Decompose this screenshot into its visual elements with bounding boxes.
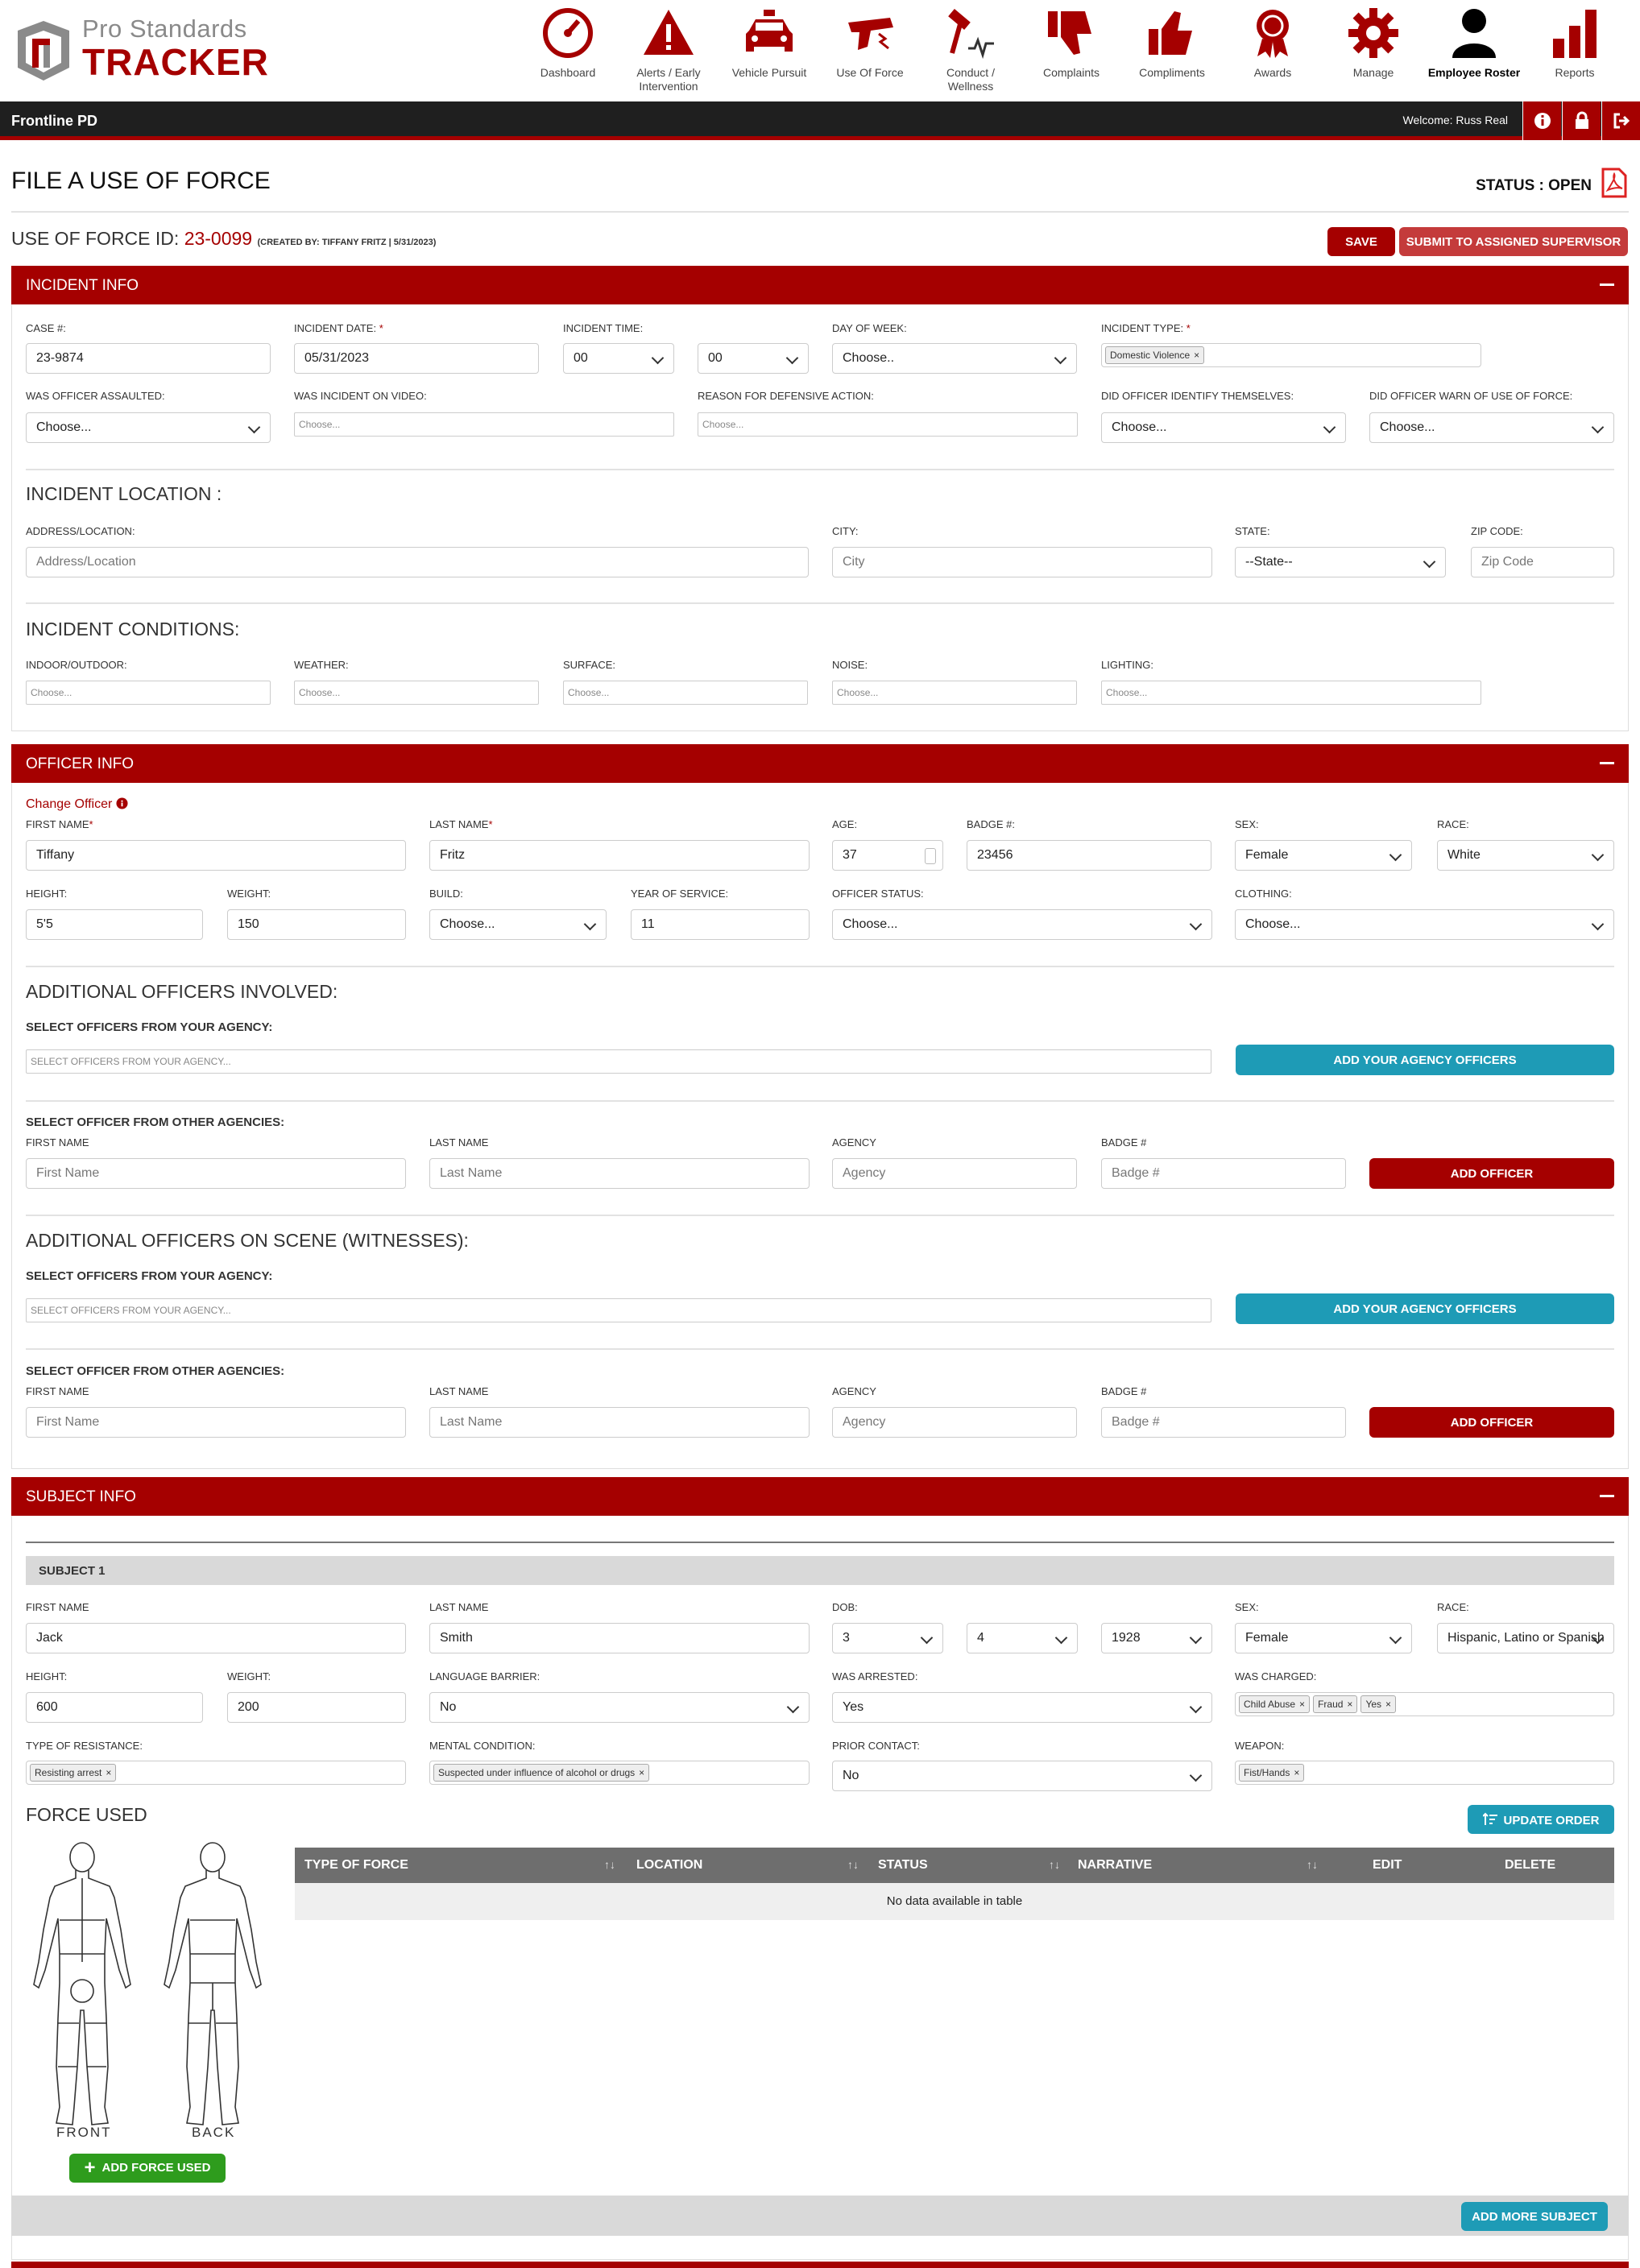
logo-mark-icon	[11, 19, 74, 82]
officer-age-label: AGE:	[832, 818, 858, 830]
year-of-service-label: YEAR OF SERVICE:	[631, 888, 729, 900]
table-header	[295, 1848, 1614, 1883]
weather-label: WEATHER:	[294, 659, 349, 671]
subject-last-name-input[interactable]: Smith	[429, 1623, 810, 1653]
nav-label: Dashboard	[540, 66, 596, 79]
nav-reports[interactable]	[1526, 6, 1623, 95]
other-last-name-label: LAST NAME	[429, 1136, 489, 1148]
brand-line1: Pro Standards	[82, 14, 247, 43]
officer-last-name-input[interactable]: Fritz	[429, 840, 810, 871]
officer-build-label: BUILD:	[429, 888, 463, 900]
subject-weight-input[interactable]: 200	[227, 1692, 406, 1723]
incident-minute-select[interactable]: 00	[698, 343, 809, 374]
sort-icon[interactable]: ↑↓	[1307, 1858, 1318, 1871]
section-title: OFFICER INFO	[26, 755, 135, 772]
subject-sex-label: SEX:	[1235, 1601, 1259, 1613]
nav-compliments[interactable]	[1124, 6, 1220, 95]
clothing-label: CLOTHING:	[1235, 888, 1292, 900]
witness-last-name-label: LAST NAME	[429, 1385, 489, 1397]
state-label: STATE:	[1235, 525, 1270, 537]
nav-manage[interactable]	[1325, 6, 1422, 95]
remove-tag-icon[interactable]: ×	[106, 1767, 112, 1778]
subject-height-label: HEIGHT:	[26, 1670, 68, 1682]
dob-month-select[interactable]: 3	[832, 1623, 943, 1653]
nav-label: Compliments	[1139, 66, 1205, 79]
incident-type-label-text: INCIDENT TYPE:	[1101, 322, 1184, 334]
table-empty-message: No data available in table	[295, 1883, 1614, 1920]
clothing-select[interactable]: Choose...	[1235, 909, 1614, 940]
id-value: 23-0099	[184, 228, 253, 249]
col-edit: EDIT	[1373, 1858, 1402, 1872]
witness-badge-label: BADGE #	[1101, 1385, 1147, 1397]
subject-height-input[interactable]: 600	[26, 1692, 203, 1723]
gavel-icon	[944, 6, 997, 60]
other-agency-input[interactable]: Agency	[832, 1158, 1077, 1189]
dob-label: DOB:	[832, 1601, 858, 1613]
zip-label: ZIP CODE:	[1471, 525, 1523, 537]
top-navigation	[0, 0, 1640, 101]
nav-label: Reports	[1555, 66, 1595, 79]
case-number-input[interactable]: 23-9874	[26, 343, 271, 374]
age-value: 37	[843, 848, 857, 862]
front-label: FRONT	[56, 2125, 112, 2140]
tag-label: Child Abuse	[1244, 1699, 1296, 1710]
officer-sex-label: SEX:	[1235, 818, 1259, 830]
charge-tag[interactable]	[1239, 1695, 1310, 1713]
case-label: CASE #:	[26, 322, 66, 334]
nav-label: Use Of Force	[836, 66, 904, 79]
award-ribbon-icon	[1246, 6, 1299, 60]
officer-weight-label: WEIGHT:	[227, 888, 271, 900]
day-of-week-label: DAY OF WEEK:	[832, 322, 907, 334]
defensive-reason-select[interactable]: Choose...	[698, 412, 1078, 437]
incident-conditions-title: INCIDENT CONDITIONS:	[26, 619, 240, 639]
resistance-type-label: TYPE OF RESISTANCE:	[26, 1740, 143, 1752]
remove-tag-icon[interactable]: ×	[1347, 1699, 1353, 1710]
info-icon	[1533, 111, 1552, 130]
remove-tag-icon[interactable]: ×	[639, 1767, 645, 1778]
remove-tag-icon[interactable]: ×	[1294, 1767, 1300, 1778]
add-officer-button[interactable]: ADD OFFICER	[1369, 1158, 1614, 1189]
person-icon	[1447, 6, 1501, 60]
force-used-title: FORCE USED	[26, 1804, 147, 1825]
save-button[interactable]: SAVE	[1327, 227, 1395, 256]
page-title: FILE A USE OF FORCE	[11, 168, 271, 194]
nav-employee-roster[interactable]	[1426, 6, 1522, 95]
thumbs-down-icon	[1045, 6, 1098, 60]
next-section-header	[11, 2262, 1629, 2268]
nav-vehicle-pursuit[interactable]	[721, 6, 818, 95]
officer-first-name-input[interactable]: Tiffany	[26, 840, 406, 871]
was-charged-multiselect[interactable]	[1235, 1692, 1614, 1716]
dob-day-select[interactable]: 4	[967, 1623, 1078, 1653]
nav-alerts[interactable]	[620, 6, 717, 95]
indoor-outdoor-label: INDOOR/OUTDOOR:	[26, 659, 127, 671]
section-title: SUBJECT INFO	[26, 1488, 136, 1505]
city-input[interactable]: City	[832, 547, 1212, 577]
subject-band	[26, 1556, 1614, 1585]
divider	[11, 211, 1629, 213]
lock-button[interactable]	[1562, 101, 1601, 140]
divider	[26, 1542, 1614, 1543]
witness-last-name-input[interactable]: Last Name	[429, 1407, 810, 1438]
was-charged-label: WAS CHARGED:	[1235, 1670, 1317, 1682]
noise-label: NOISE:	[832, 659, 868, 671]
subject-first-name-input[interactable]: Jack	[26, 1623, 406, 1653]
col-type-of-force[interactable]: TYPE OF FORCE	[304, 1858, 408, 1872]
account-bar	[0, 101, 1640, 140]
officer-sex-select[interactable]: Female	[1235, 840, 1412, 871]
city-label: CITY:	[832, 525, 859, 537]
witness-first-name-label: FIRST NAME	[26, 1385, 89, 1397]
warning-icon	[642, 6, 695, 60]
tag-label: Domestic Violence	[1110, 350, 1191, 361]
was-arrested-label: WAS ARRESTED:	[832, 1670, 918, 1682]
noise-select[interactable]: Choose...	[832, 681, 1077, 705]
brand-line2: TRACKER	[82, 41, 269, 83]
zip-input[interactable]: Zip Code	[1471, 547, 1614, 577]
incident-video-select[interactable]: Choose...	[294, 412, 674, 437]
prior-contact-select[interactable]: No	[832, 1761, 1212, 1791]
change-officer-text: Change Officer	[26, 797, 113, 811]
collapse-icon[interactable]	[1600, 284, 1614, 286]
remove-tag-icon[interactable]: ×	[1299, 1699, 1306, 1710]
tag-label: Resisting arrest	[35, 1767, 102, 1778]
brand-logo[interactable]	[11, 14, 269, 87]
identify-select[interactable]: Choose...	[1101, 412, 1346, 443]
tag-label: Fraud	[1318, 1699, 1344, 1710]
charge-tag[interactable]	[1360, 1695, 1396, 1713]
nav-use-of-force[interactable]	[822, 6, 918, 95]
officer-status-label: OFFICER STATUS:	[832, 888, 924, 900]
agency-name: Frontline PD	[11, 113, 97, 129]
remove-tag-icon[interactable]: ×	[1385, 1699, 1392, 1710]
indoor-outdoor-select[interactable]: Choose...	[26, 681, 271, 705]
witness-badge-input[interactable]: Badge #	[1101, 1407, 1346, 1438]
officer-last-name-label	[429, 818, 493, 830]
officer-badge-input[interactable]: 23456	[967, 840, 1211, 871]
select-agency-label: SELECT OFFICERS FROM YOUR AGENCY:	[26, 1020, 273, 1034]
other-first-name-label: FIRST NAME	[26, 1136, 89, 1148]
update-order-button[interactable]	[1468, 1805, 1614, 1834]
incident-info-header[interactable]	[11, 266, 1629, 304]
identify-label: DID OFFICER IDENTIFY THEMSELVES:	[1101, 390, 1294, 402]
front-body-outline-icon	[34, 1843, 130, 2125]
divider	[26, 966, 1614, 967]
nav-label: Manage	[1352, 66, 1394, 79]
welcome-text: Welcome: Russ Real	[1402, 114, 1508, 126]
nav-dashboard[interactable]	[520, 6, 616, 95]
lock-icon	[1572, 111, 1592, 130]
officer-race-label: RACE:	[1437, 818, 1469, 830]
officer-assaulted-select[interactable]: Choose...	[26, 412, 271, 443]
submit-supervisor-button[interactable]: SUBMIT TO ASSIGNED SUPERVISOR	[1399, 227, 1628, 256]
language-barrier-label: LANGUAGE BARRIER:	[429, 1670, 540, 1682]
nav-label: Vehicle Pursuit	[731, 66, 807, 79]
state-select[interactable]: --State--	[1235, 547, 1446, 577]
label-text: FIRST NAME	[26, 818, 89, 830]
subject-first-name-label: FIRST NAME	[26, 1601, 89, 1613]
tag-label: Yes	[1365, 1699, 1382, 1710]
subject-last-name-label: LAST NAME	[429, 1601, 489, 1613]
address-label: ADDRESS/LOCATION:	[26, 525, 135, 537]
add-witness-officer-button[interactable]: ADD OFFICER	[1369, 1407, 1614, 1438]
resistance-multiselect[interactable]	[26, 1761, 406, 1785]
incident-video-label: WAS INCIDENT ON VIDEO:	[294, 390, 427, 402]
divider	[26, 1100, 1614, 1102]
required-mark: *	[379, 322, 383, 334]
thumbs-up-icon	[1145, 6, 1199, 60]
created-by: (CREATED BY: TIFFANY FRITZ | 5/31/2023)	[257, 238, 437, 247]
add-force-label: ADD FORCE USED	[101, 2161, 211, 2175]
remove-tag-icon[interactable]: ×	[1194, 350, 1200, 361]
incident-date-label-text: INCIDENT DATE:	[294, 322, 377, 334]
subject-weight-label: WEIGHT:	[227, 1670, 271, 1682]
other-badge-input[interactable]: Badge #	[1101, 1158, 1346, 1189]
officer-badge-label: BADGE #:	[967, 818, 1015, 830]
incident-date-input[interactable]: 05/31/2023	[294, 343, 539, 374]
officer-height-label: HEIGHT:	[26, 888, 68, 900]
incident-date-label	[294, 322, 383, 334]
col-narrative[interactable]: NARRATIVE	[1078, 1858, 1153, 1872]
subject-band-title: SUBJECT 1	[39, 1564, 106, 1578]
incident-type-label	[1101, 322, 1191, 334]
nav-label: Employee Roster	[1427, 66, 1521, 79]
select-other-agencies-label: SELECT OFFICER FROM OTHER AGENCIES:	[26, 1364, 285, 1378]
col-location[interactable]: LOCATION	[636, 1858, 703, 1872]
incident-type-tag[interactable]	[1105, 346, 1204, 364]
number-stepper[interactable]	[925, 848, 936, 864]
address-input[interactable]: Address/Location	[26, 547, 809, 577]
incident-location-title: INCIDENT LOCATION :	[26, 483, 222, 504]
collapse-icon[interactable]	[1600, 762, 1614, 764]
divider	[26, 1215, 1614, 1216]
nav-complaints[interactable]	[1023, 6, 1120, 95]
info-button[interactable]	[1522, 101, 1561, 140]
dob-year-select[interactable]: 1928	[1101, 1623, 1212, 1653]
gear-icon	[1347, 6, 1400, 60]
tag-label: Suspected under influence of alcohol or drugs	[438, 1767, 636, 1778]
warn-select[interactable]: Choose...	[1369, 412, 1614, 443]
add-witness-agency-officers-button[interactable]: ADD YOUR AGENCY OFFICERS	[1236, 1293, 1614, 1324]
col-delete: DELETE	[1505, 1858, 1556, 1872]
info-icon	[116, 797, 128, 809]
witness-officers-title: ADDITIONAL OFFICERS ON SCENE (WITNESSES):	[26, 1230, 469, 1251]
nav-label: Awards	[1253, 66, 1292, 79]
subject-race-label: RACE:	[1437, 1601, 1469, 1613]
logout-icon	[1612, 111, 1631, 130]
sort-icon[interactable]: ↑↓	[847, 1858, 859, 1871]
agency-officers-multiselect[interactable]: SELECT OFFICERS FROM YOUR AGENCY...	[26, 1049, 1211, 1074]
plus-icon: +	[84, 2157, 96, 2179]
surface-select[interactable]: Choose...	[563, 681, 808, 705]
witness-agency-input[interactable]: Agency	[832, 1407, 1077, 1438]
subject-footer-band	[11, 2196, 1629, 2236]
select-agency-label: SELECT OFFICERS FROM YOUR AGENCY:	[26, 1269, 273, 1283]
other-badge-label: BADGE #	[1101, 1136, 1147, 1148]
additional-officers-title: ADDITIONAL OFFICERS INVOLVED:	[26, 981, 338, 1002]
incident-hour-select[interactable]: 00	[563, 343, 674, 374]
witness-agency-officers-multiselect[interactable]: SELECT OFFICERS FROM YOUR AGENCY...	[26, 1298, 1211, 1322]
weapon-multiselect[interactable]	[1235, 1761, 1614, 1785]
other-agency-label: AGENCY	[832, 1136, 876, 1148]
warn-label: DID OFFICER WARN OF USE OF FORCE:	[1369, 390, 1573, 402]
officer-assaulted-label: WAS OFFICER ASSAULTED:	[26, 390, 165, 402]
lighting-label: LIGHTING:	[1101, 659, 1154, 671]
year-of-service-input[interactable]: 11	[631, 909, 810, 940]
prior-contact-label: PRIOR CONTACT:	[832, 1740, 920, 1752]
required-mark: *	[488, 818, 493, 830]
sort-icon[interactable]: ↑↓	[604, 1858, 615, 1871]
officer-build-select[interactable]: Choose...	[429, 909, 607, 940]
subject-race-select[interactable]: Hispanic, Latino or Spanish	[1437, 1623, 1614, 1653]
other-last-name-input[interactable]: Last Name	[429, 1158, 810, 1189]
nav-label: Conduct / Wellness	[946, 66, 995, 93]
nav-label: Alerts / Early Intervention	[636, 66, 701, 93]
id-label: USE OF FORCE ID:	[11, 228, 180, 249]
charge-tag[interactable]	[1313, 1695, 1357, 1713]
officer-age-input[interactable]	[832, 840, 943, 871]
was-arrested-select[interactable]: Yes	[832, 1692, 1212, 1723]
officer-status-select[interactable]: Choose...	[832, 909, 1212, 940]
weapon-tag[interactable]	[1239, 1764, 1304, 1782]
back-label: BACK	[192, 2125, 236, 2140]
other-first-name-input[interactable]: First Name	[26, 1158, 406, 1189]
taser-icon	[843, 6, 897, 60]
sort-icon	[1483, 1812, 1497, 1827]
incident-type-multiselect[interactable]	[1101, 343, 1481, 367]
col-status[interactable]: STATUS	[878, 1858, 928, 1872]
police-car-icon	[743, 6, 796, 60]
mental-condition-tag[interactable]	[433, 1764, 649, 1782]
officer-weight-input[interactable]: 150	[227, 909, 406, 940]
add-more-subject-button[interactable]: ADD MORE SUBJECT	[1461, 2202, 1608, 2231]
change-officer-link[interactable]	[26, 797, 128, 812]
mental-condition-multiselect[interactable]	[429, 1761, 810, 1785]
officer-first-name-label	[26, 818, 93, 830]
nav-conduct-wellness[interactable]	[922, 6, 1019, 95]
resistance-tag[interactable]	[30, 1764, 116, 1782]
officer-height-input[interactable]: 5'5	[26, 909, 203, 940]
collapse-icon[interactable]	[1600, 1495, 1614, 1497]
lighting-select[interactable]: Choose...	[1101, 681, 1481, 705]
day-of-week-select[interactable]: Choose..	[832, 343, 1077, 374]
witness-agency-label: AGENCY	[832, 1385, 876, 1397]
weather-select[interactable]: Choose...	[294, 681, 539, 705]
surface-label: SURFACE:	[563, 659, 616, 671]
divider	[26, 469, 1614, 470]
back-body-outline-icon	[164, 1843, 261, 2125]
subject-sex-select[interactable]: Female	[1235, 1623, 1412, 1653]
subject-info-header[interactable]	[11, 1477, 1629, 1516]
use-of-force-id	[11, 228, 436, 250]
mental-condition-label: MENTAL CONDITION:	[429, 1740, 536, 1752]
incident-time-label: INCIDENT TIME:	[563, 322, 644, 334]
witness-first-name-input[interactable]: First Name	[26, 1407, 406, 1438]
nav-label: Complaints	[1042, 66, 1100, 79]
speedometer-icon	[541, 6, 594, 60]
body-diagram[interactable]	[24, 1841, 274, 2138]
officer-info-header[interactable]	[11, 744, 1629, 783]
required-mark: *	[1186, 322, 1191, 334]
defensive-reason-label: REASON FOR DEFENSIVE ACTION:	[698, 390, 874, 402]
sort-icon[interactable]: ↑↓	[1049, 1858, 1060, 1871]
tag-label: Fist/Hands	[1244, 1767, 1290, 1778]
label-text: LAST NAME	[429, 818, 489, 830]
required-mark: *	[89, 818, 93, 830]
officer-race-select[interactable]: White	[1437, 840, 1614, 871]
section-title: INCIDENT INFO	[26, 277, 139, 294]
add-force-used-button[interactable]	[69, 2154, 226, 2183]
add-agency-officers-button[interactable]: ADD YOUR AGENCY OFFICERS	[1236, 1045, 1614, 1075]
status-badge: STATUS : OPEN	[1476, 177, 1592, 194]
pdf-icon[interactable]	[1601, 168, 1627, 198]
update-order-label: UPDATE ORDER	[1503, 1813, 1600, 1827]
nav-awards[interactable]	[1224, 6, 1321, 95]
bar-chart-icon	[1548, 6, 1601, 60]
logout-button[interactable]	[1601, 101, 1640, 140]
select-other-agencies-label: SELECT OFFICER FROM OTHER AGENCIES:	[26, 1115, 285, 1129]
divider	[26, 1348, 1614, 1350]
weapon-label: WEAPON:	[1235, 1740, 1285, 1752]
divider	[26, 602, 1614, 604]
language-barrier-select[interactable]: No	[429, 1692, 810, 1723]
